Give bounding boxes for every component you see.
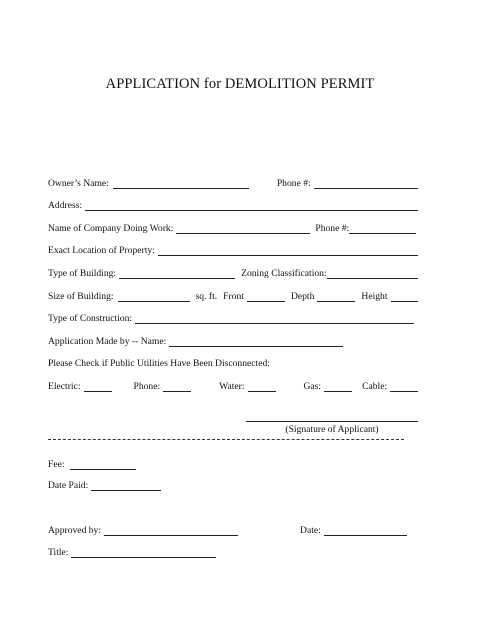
- building-type-field[interactable]: [119, 268, 235, 279]
- date-label: Date:: [300, 525, 321, 536]
- signature-line[interactable]: [246, 421, 418, 422]
- water-label: Water:: [219, 381, 245, 392]
- fee-label: Fee:: [48, 459, 65, 470]
- height-label: Height: [361, 291, 388, 302]
- company-field[interactable]: [176, 223, 310, 234]
- water-check[interactable]: [248, 381, 276, 392]
- zoning-field[interactable]: [327, 268, 418, 279]
- size-label: Size of Building:: [48, 291, 114, 302]
- signature-label: (Signature of Applicant): [285, 424, 379, 435]
- office-use-divider: [48, 439, 404, 440]
- cable-check[interactable]: [390, 381, 418, 392]
- approval-row: [48, 522, 407, 536]
- size-field[interactable]: [118, 291, 190, 302]
- owners-name-field[interactable]: [113, 178, 249, 189]
- fee-row: [48, 456, 136, 470]
- construction-label: Type of Construction:: [48, 313, 133, 324]
- front-field[interactable]: [247, 291, 285, 302]
- applicant-row: [48, 333, 343, 347]
- fee-field[interactable]: [70, 459, 136, 470]
- sqft-label: sq. ft.: [195, 291, 218, 302]
- title-row: [48, 544, 216, 558]
- construction-field[interactable]: [135, 313, 414, 324]
- building-type-row: [48, 265, 418, 279]
- location-row: [48, 242, 418, 256]
- phone-field-2[interactable]: [349, 223, 416, 234]
- date-paid-row: [48, 477, 161, 491]
- owner-row: [48, 175, 418, 189]
- approved-by-field[interactable]: [104, 525, 238, 536]
- company-label: Name of Company Doing Work:: [48, 223, 174, 234]
- depth-label: Depth: [290, 291, 315, 302]
- address-label: Address:: [48, 200, 83, 211]
- size-row: [48, 288, 418, 302]
- phone-label-1: Phone #:: [276, 178, 311, 189]
- date-paid-field[interactable]: [91, 480, 161, 491]
- depth-field[interactable]: [317, 291, 355, 302]
- gas-check[interactable]: [324, 381, 352, 392]
- cable-label: Cable:: [362, 381, 388, 392]
- phone-label-2: Phone #:: [315, 223, 350, 234]
- building-type-label: Type of Building:: [48, 268, 117, 279]
- form-title: APPLICATION for DEMOLITION PERMIT: [105, 76, 375, 92]
- title-field[interactable]: [71, 547, 216, 558]
- company-row: [48, 220, 416, 234]
- electric-check[interactable]: [84, 381, 112, 392]
- height-field[interactable]: [391, 291, 418, 302]
- utilities-prompt: Please Check if Public Utilities Have Been Disconnected:: [48, 358, 270, 369]
- date-field[interactable]: [324, 525, 407, 536]
- title-label: Title:: [48, 547, 69, 558]
- construction-row: [48, 310, 414, 324]
- location-field[interactable]: [158, 245, 418, 256]
- zoning-label: Zoning Classification:: [241, 268, 327, 279]
- utility-phone-check[interactable]: [163, 381, 191, 392]
- address-row: [48, 197, 418, 211]
- utility-phone-label: Phone:: [133, 381, 161, 392]
- approved-by-label: Approved by:: [48, 525, 102, 536]
- utilities-prompt-row: [48, 355, 270, 369]
- front-label: Front: [223, 291, 244, 302]
- utilities-row: [48, 378, 418, 392]
- gas-label: Gas:: [303, 381, 322, 392]
- electric-label: Electric:: [48, 381, 81, 392]
- location-label: Exact Location of Property:: [48, 245, 155, 256]
- phone-field-1[interactable]: [314, 178, 418, 189]
- applicant-label: Application Made by -- Name:: [48, 336, 167, 347]
- applicant-field[interactable]: [169, 336, 343, 347]
- owners-name-label: Owner’s Name:: [48, 178, 109, 189]
- date-paid-label: Date Paid:: [48, 480, 89, 491]
- address-field[interactable]: [85, 200, 418, 211]
